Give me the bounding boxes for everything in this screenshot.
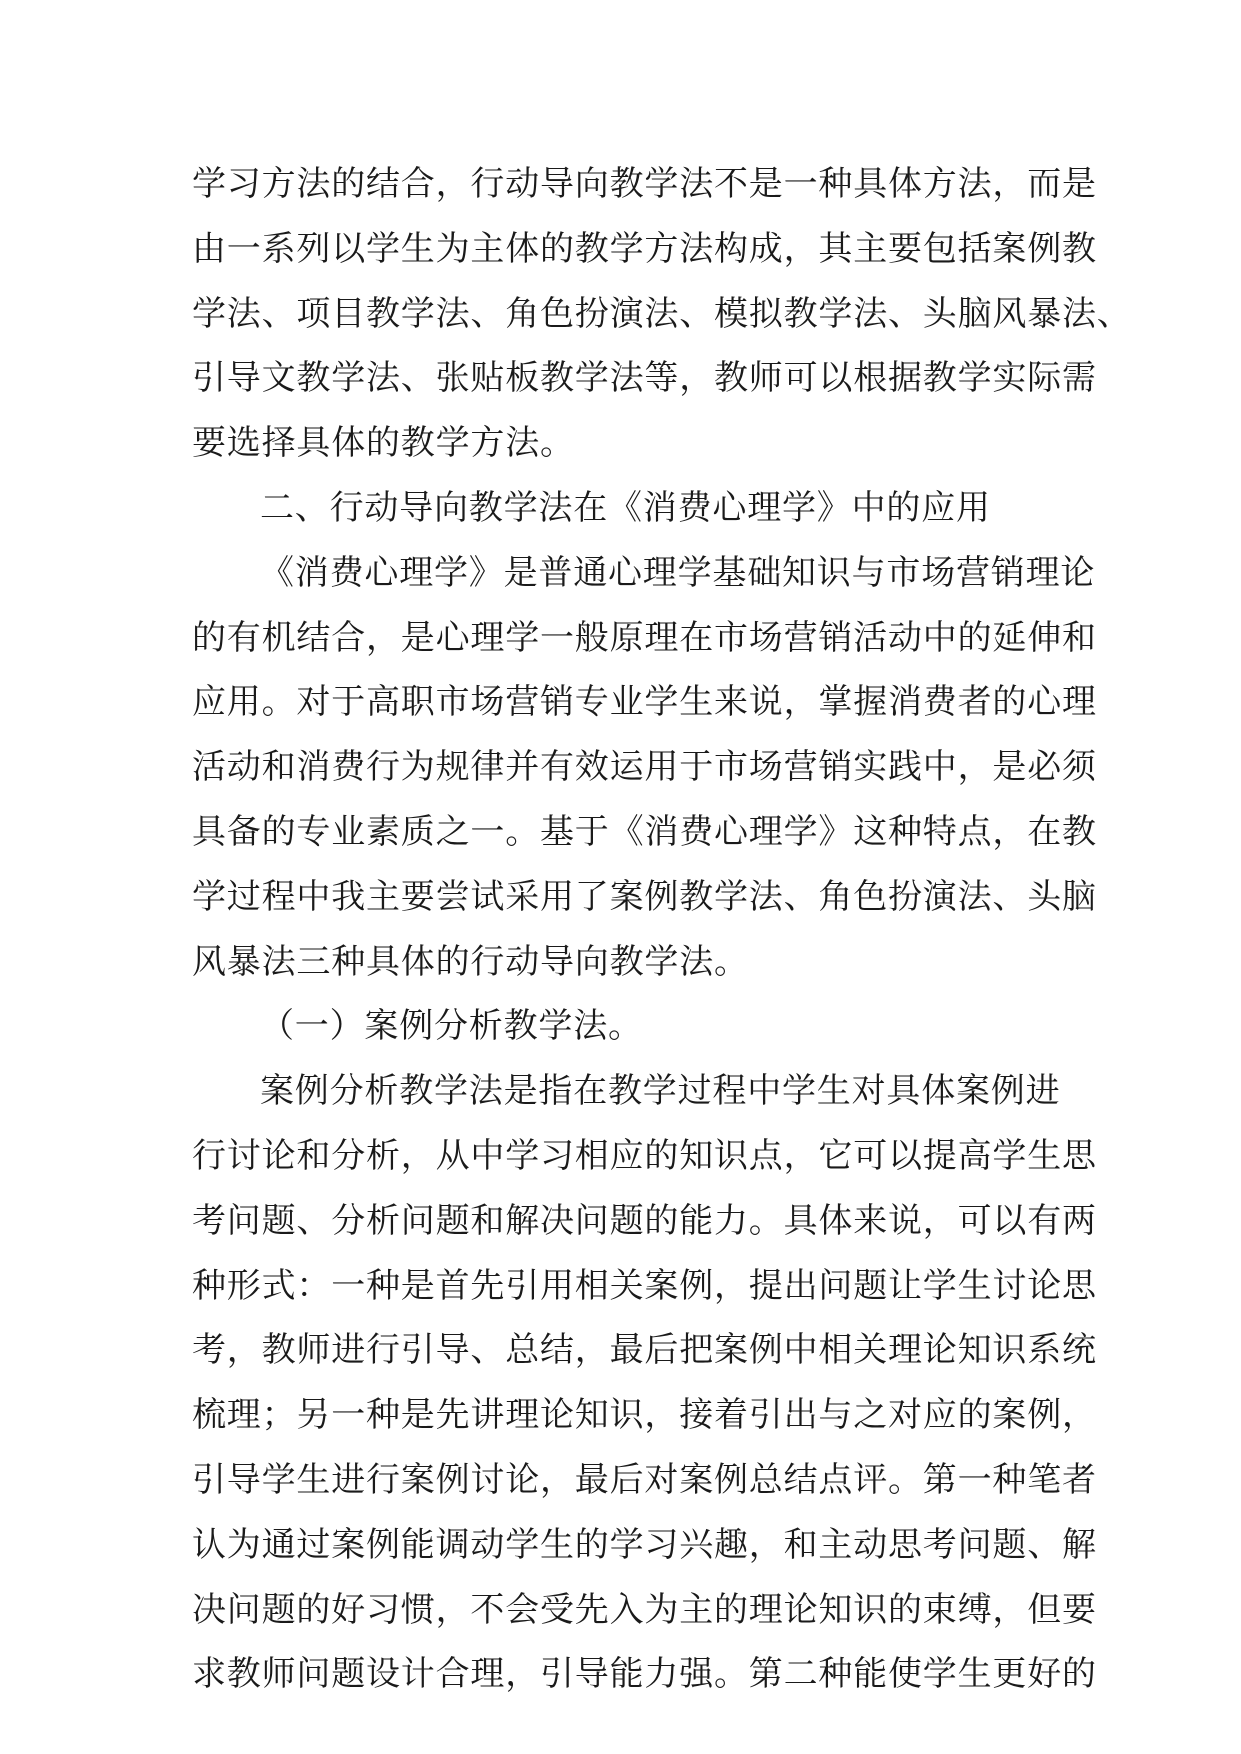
text-line: 应用。对于高职市场营销专业学生来说，掌握消费者的心理 [192,682,1097,723]
text-line: 要选择具体的教学方法。 [192,423,575,464]
text-line: 引导学生进行案例讨论，最后对案例总结点评。第一种笔者 [192,1459,1097,1500]
text-line: 案例分析教学法是指在教学过程中学生对具体案例进 [260,1071,1061,1112]
text-line: 《消费心理学》是普通心理学基础知识与市场营销理论 [260,552,1096,593]
text-line: 决问题的好习惯，不会受先入为主的理论知识的束缚，但要 [192,1589,1097,1630]
text-line: 求教师问题设计合理，引导能力强。第二种能使学生更好的 [192,1654,1097,1695]
text-line: 的有机结合，是心理学一般原理在市场营销活动中的延伸和 [192,617,1097,658]
text-line: 种形式：一种是首先引用相关案例，提出问题让学生讨论思 [192,1265,1097,1306]
text-line: 由一系列以学生为主体的教学方法构成，其主要包括案例教 [192,228,1097,269]
text-line: 考，教师进行引导、总结，最后把案例中相关理论知识系统 [192,1330,1097,1371]
text-line: 考问题、分析问题和解决问题的能力。具体来说，可以有两 [192,1200,1097,1241]
text-line: 二、行动导向教学法在《消费心理学》中的应用 [260,487,991,528]
text-line: 风暴法三种具体的行动导向教学法。 [192,941,749,982]
text-line: 学过程中我主要尝试采用了案例教学法、角色扮演法、头脑 [192,876,1097,917]
text-line: 行讨论和分析，从中学习相应的知识点，它可以提高学生思 [192,1135,1097,1176]
text-line: （一）案例分析教学法。 [260,1006,643,1047]
text-line: 认为通过案例能调动学生的学习兴趣，和主动思考问题、解 [192,1524,1097,1565]
text-line: 学法、项目教学法、角色扮演法、模拟教学法、头脑风暴法、 [192,293,1132,334]
text-line: 具备的专业素质之一。基于《消费心理学》这种特点，在教 [192,811,1097,852]
text-line: 引导文教学法、张贴板教学法等，教师可以根据教学实际需 [192,358,1097,399]
body-text [192,152,1132,1707]
text-line: 学习方法的结合，行动导向教学法不是一种具体方法，而是 [192,164,1097,204]
text-line: 活动和消费行为规律并有效运用于市场营销实践中，是必须 [192,747,1097,788]
text-line: 梳理；另一种是先讲理论知识，接着引出与之对应的案例， [192,1395,1097,1436]
